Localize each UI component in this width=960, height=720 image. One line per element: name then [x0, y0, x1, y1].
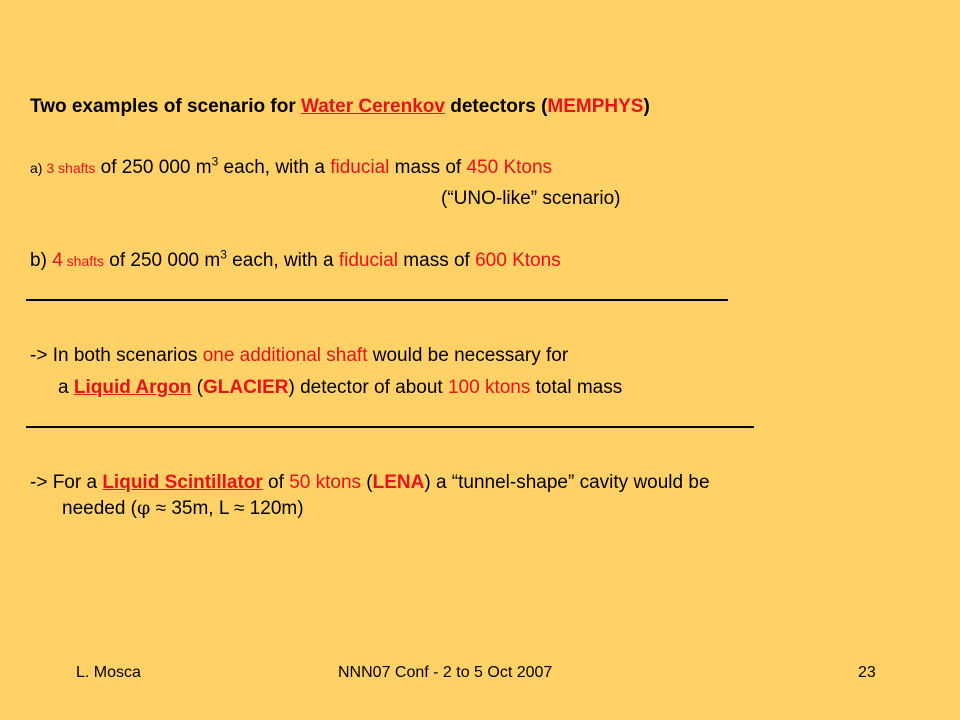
uno-like-note: (“UNO-like” scenario): [441, 188, 621, 209]
footer-page-number: 23: [858, 664, 876, 681]
scenario-b: b) 4 shafts of 250 000 $m^3$ each, with a fiducial mass of 600 Ktons: [30, 247, 561, 271]
scenario-a: a) 3 shafts of 250 000 $m^3$ each, with a fiducial mass of 450 Ktons: [30, 154, 553, 178]
liquid-argon-link: Liquid Argon: [73, 377, 192, 398]
liquid-scintillator-link: Liquid Scintillator: [102, 472, 263, 493]
slide-heading: Two examples of scenario for Water Cerenkov detectors (MEMPHYS): [30, 96, 650, 117]
lena-label: LENA: [372, 472, 425, 493]
divider-2: [26, 426, 754, 428]
argon-line-2: a Liquid Argon (GLACIER) detector of about 100 ktons total mass: [58, 377, 623, 398]
memphys-label: MEMPHYS: [547, 96, 644, 117]
footer-conference: NNN07 Conf - 2 to 5 Oct 2007: [338, 664, 553, 681]
divider-1: [26, 299, 728, 301]
lena-line-1: -> For a Liquid Scintillator of 50 ktons (LENA) a “tunnel-shape” cavity would be: [30, 472, 710, 493]
argon-line-1: -> In both scenarios one additional shaft would be necessary for: [30, 345, 569, 366]
footer-author: L. Mosca: [76, 664, 141, 681]
lena-line-2: needed (φ ≈ 35m, L ≈ 120m): [62, 497, 304, 519]
water-cerenkov-link: Water Cerenkov: [301, 96, 445, 117]
glacier-label: GLACIER: [202, 377, 289, 398]
phi-symbol: φ: [137, 497, 151, 519]
